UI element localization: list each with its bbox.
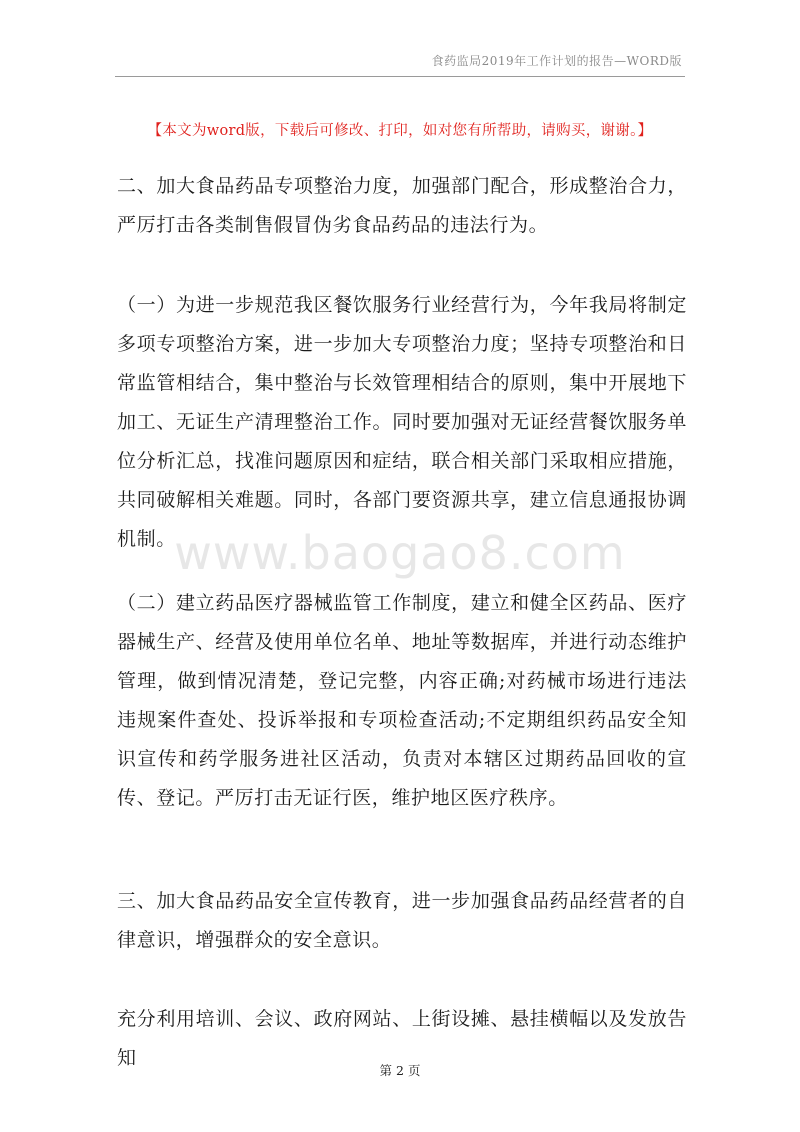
- download-notice: 【本文为word版，下载后可修改、打印，如对您有所帮助，请购买，谢谢。】: [147, 123, 653, 139]
- page-number: 第 2 页: [379, 1063, 421, 1078]
- watermark: www.baogao8.com: [174, 526, 626, 580]
- paragraph-section-2: 二、加大食品药品专项整治力度，加强部门配合，形成整治合力，严厉打击各类制售假冒伪劣食品药品的违法行为。: [117, 175, 687, 236]
- paragraph-item-2: （二）建立药品医疗器械监管工作制度，建立和健全区药品、医疗器械生产、经营及使用单位名单、地址等数据库，并进行动态维护管理，做到情况清楚，登记完整，内容正确;对药械市场进行违法违规案件查处、投诉举报和专项检查活动;不定期组织药品安全知识宣传和药学服务进社区活动，负责对本辖区过期药品回收的宣传、登记。严厉打击无证行医，维护地区医疗秩序。: [117, 592, 687, 809]
- header-divider: [115, 76, 685, 77]
- paragraph-section-3: 三、加大食品药品安全宣传教育，进一步加强食品药品经营者的自律意识，增强群众的安全意识。: [117, 890, 687, 951]
- paragraph-publicity: 充分利用培训、会议、政府网站、上街设摊、悬挂横幅以及发放告知: [117, 1008, 687, 1069]
- running-header: 食药监局2019年工作计划的报告—WORD版: [431, 54, 682, 68]
- paragraph-item-1: （一）为进一步规范我区餐饮服务行业经营行为，今年我局将制定多项专项整治方案，进一步加大专项整治力度；坚持专项整治和日常监管相结合，集中整治与长效管理相结合的原则，集中开展地下加工、无证生产清理整治工作。同时要加强对无证经营餐饮服务单位分析汇总，找准问题原因和症结，联合相关部门采取相应措施，共同破解相关难题。同时，各部门要资源共享，建立信息通报协调机制。: [117, 294, 687, 550]
